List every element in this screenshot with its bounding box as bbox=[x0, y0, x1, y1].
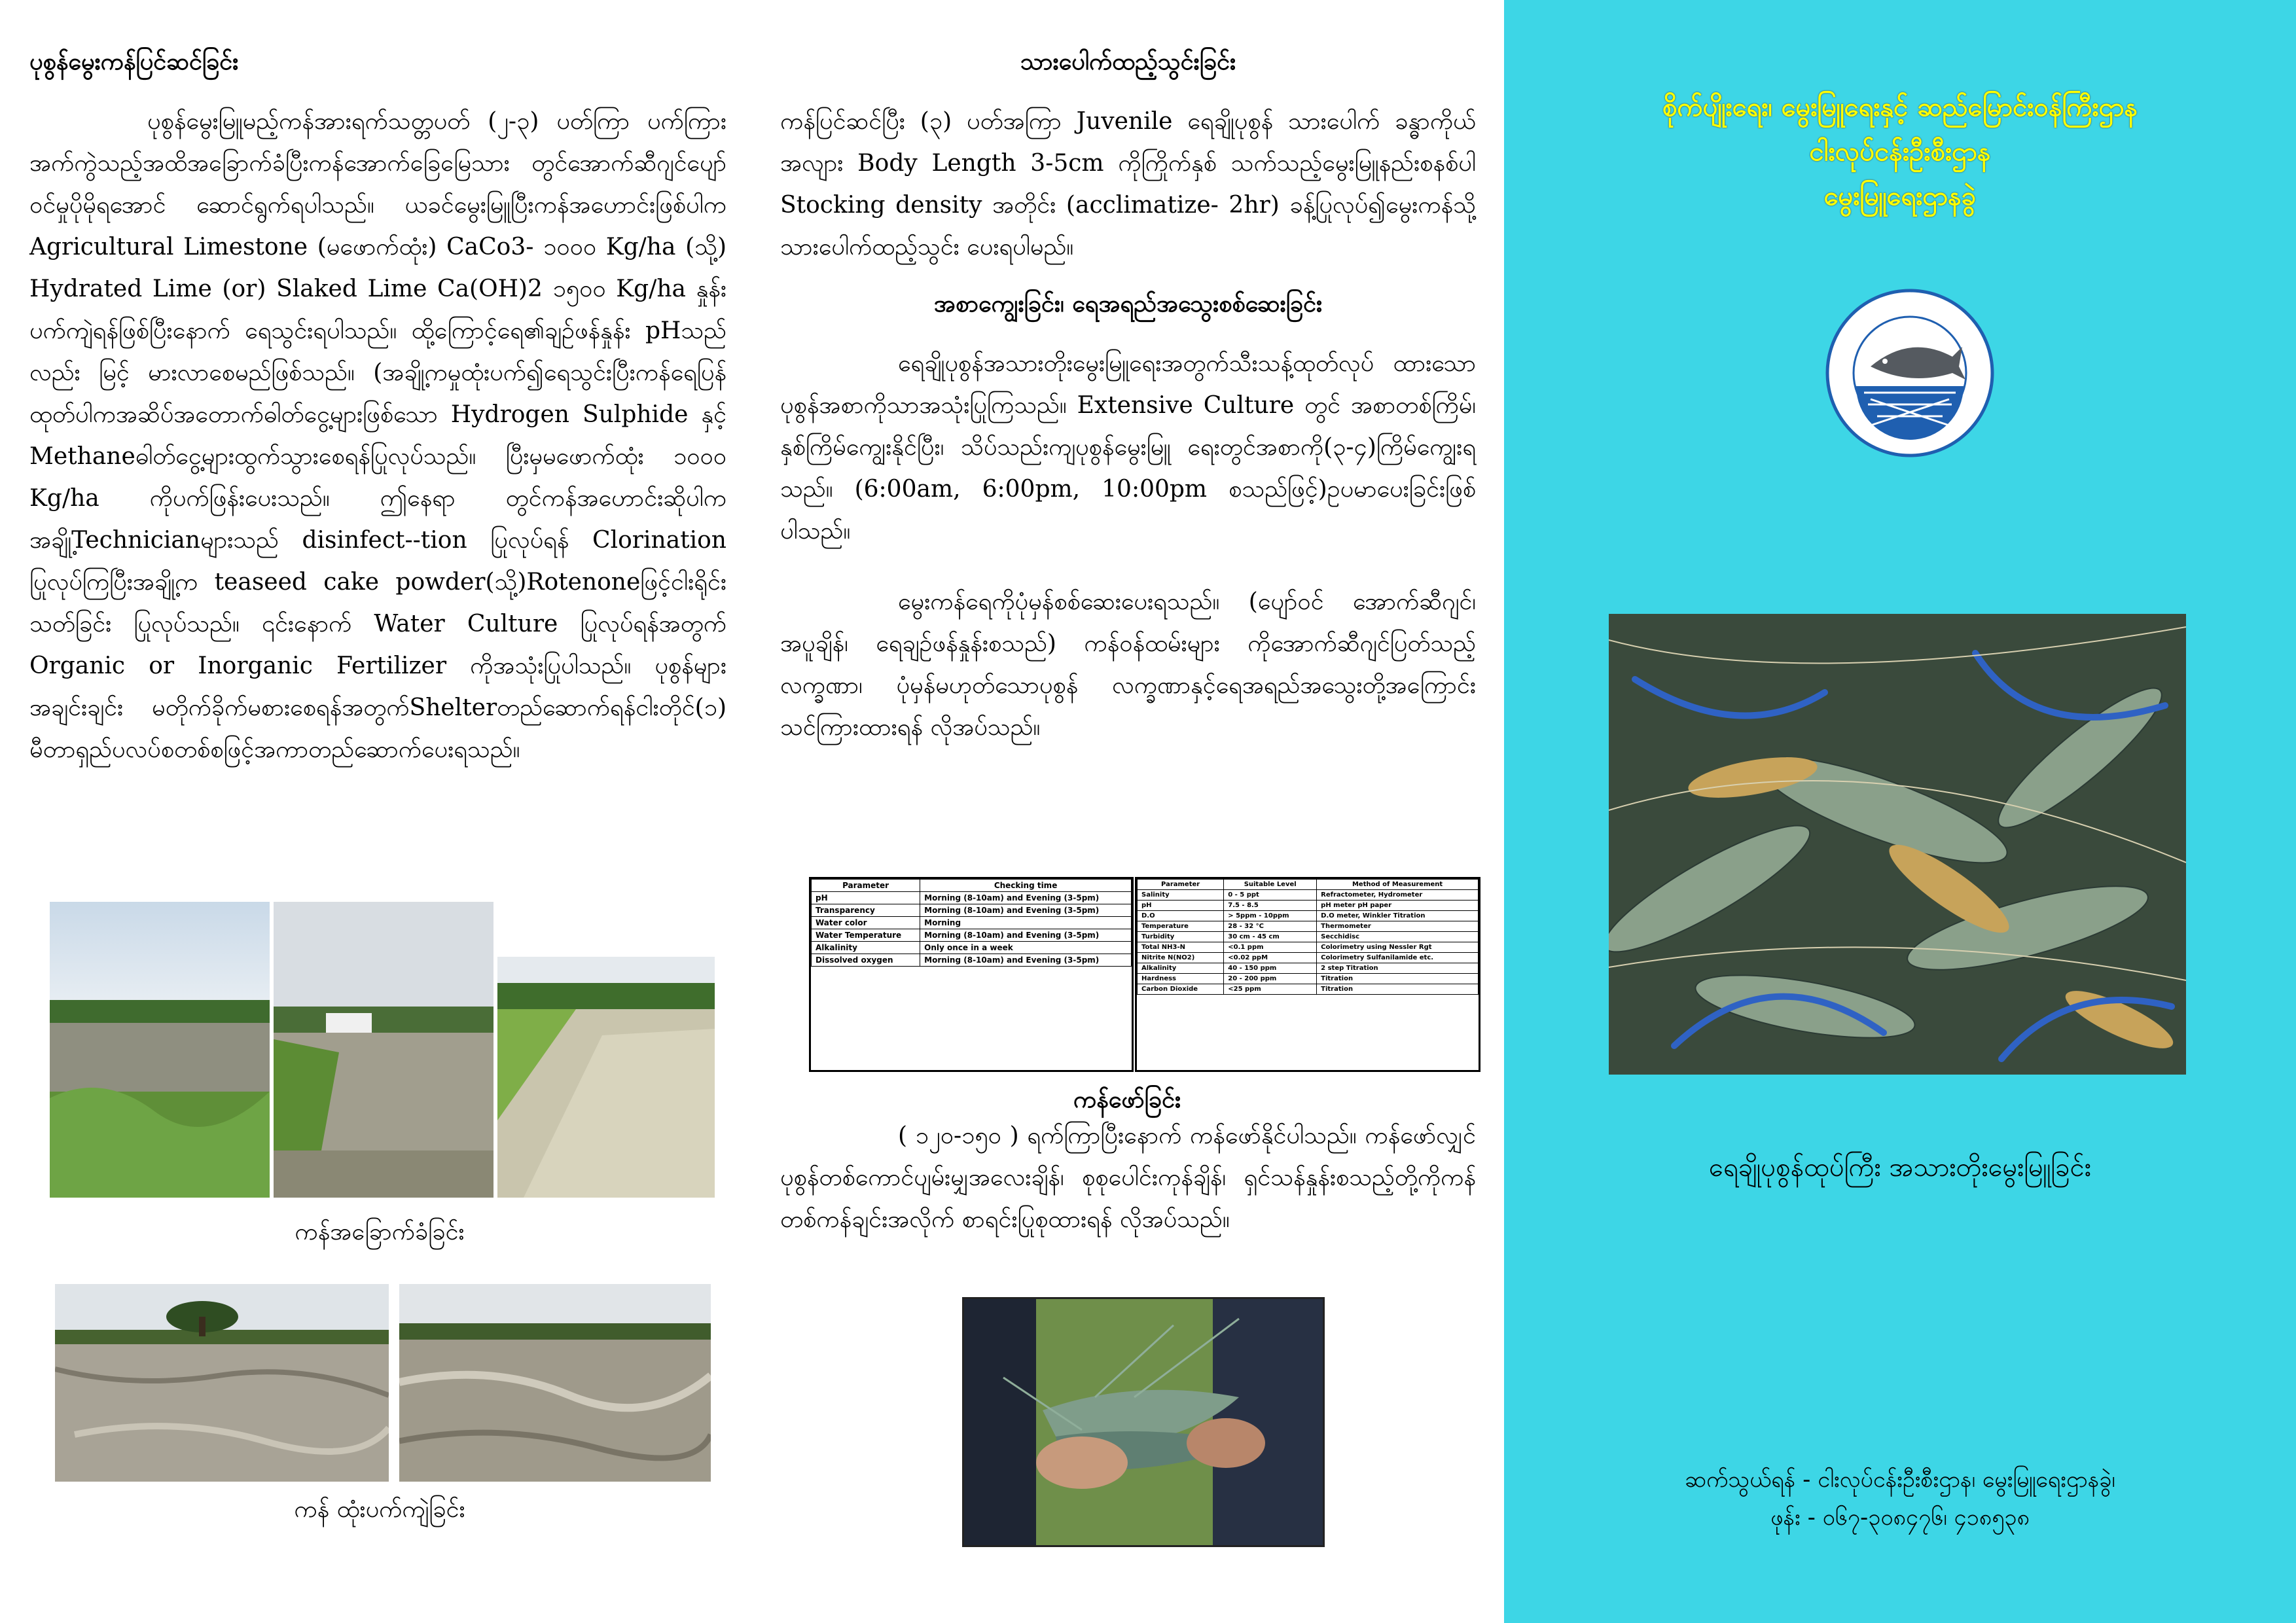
table-cell: 7.5 - 8.5 bbox=[1224, 901, 1317, 911]
table-row bbox=[812, 929, 1132, 942]
table-row bbox=[812, 892, 1132, 904]
pond-drying-photo-1 bbox=[50, 902, 270, 1198]
table-cell: Turbidity bbox=[1138, 932, 1224, 942]
table-cell: Titration bbox=[1317, 974, 1479, 984]
ministry-name: စိုက်ပျိုးရေး၊ မွေးမြူရေးနှင့် ဆည်မြောင်းဝန်ကြီးဌာန bbox=[1662, 92, 2138, 122]
table-cell: Dissolved oxygen bbox=[812, 954, 920, 967]
table-cell: Morning (8-10am) and Evening (3-5pm) bbox=[920, 892, 1132, 904]
table-cell: Morning (8-10am) and Evening (3-5pm) bbox=[920, 929, 1132, 942]
table-cell: Water color bbox=[812, 917, 920, 929]
table-cell: Morning (8-10am) and Evening (3-5pm) bbox=[920, 954, 1132, 967]
division-name: မွေးမြူရေးဌာနခွဲ bbox=[1823, 181, 1977, 211]
table-cell: pH bbox=[1138, 901, 1224, 911]
table-cell: > 5ppm - 10ppm bbox=[1224, 911, 1317, 921]
table-cell: 28 - 32 °C bbox=[1224, 921, 1317, 932]
lime-application-photo-1 bbox=[55, 1284, 389, 1482]
table-cell: 20 - 200 ppm bbox=[1224, 974, 1317, 984]
feeding-water-quality-heading: အစာကျွေးခြင်း၊ ရေအရည်အသွေးစစ်ဆေးခြင်း bbox=[933, 291, 1323, 317]
feeding-text: ရေချိုပုစွန်အသားတိုးမွေးမြူရေးအတွက်သီးသန့်ထုတ်လုပ် ထားသောပုစွန်အစာကိုသာအသုံးပြုကြသည်။ Extensive Culture တွင် အစာတစ်ကြိမ်၊ နှစ်ကြိမ်ကျွေးနိုင်ပြီး၊ သိပ်သည်းကျပုစွန်မွေးမြူ ရေးတွင်အစာကို(၃-၄)ကြိမ်ကျွေးရသည်။ (6:00am, 6:00pm, 10:00pm စသည်ဖြင့်)ဥပမာပေးခြင်းဖြစ်ပါသည်။ bbox=[780, 350, 1476, 544]
table-cell: pH meter pH paper bbox=[1317, 901, 1479, 911]
harvest-text: ( ၁၂၀-၁၅၀ ) ရက်ကြာပြီးနောက် ကန်ဖော်နိုင်ပါသည်။ ကန်ဖော်လျှင် ပုစွန်တစ်ကောင်ပျမ်းမျှအလေးချိန်၊ စုစုပေါင်းကုန်ချိန်၊ ရှင်သန်နှုန်းစသည့်တို့ကိုကန်တစ်ကန်ချင်းအလိုက် စာရင်းပြုစုထားရန် လိုအပ်သည်။ bbox=[780, 1122, 1476, 1233]
table-cell: pH bbox=[812, 892, 920, 904]
table-cell: D.O bbox=[1138, 911, 1224, 921]
fisheries-department-logo bbox=[1825, 288, 1995, 458]
table-row bbox=[1138, 953, 1479, 963]
table-row bbox=[1138, 932, 1479, 942]
table-row bbox=[812, 954, 1132, 967]
water-quality-table bbox=[1135, 877, 1480, 1072]
brochure-title: ရေချိုပုစွန်ထုပ်ကြီး အသားတိုးမွေးမြူခြင်း bbox=[1709, 1152, 2091, 1183]
department-name: ငါးလုပ်ငန်းဦးစီးဌာန bbox=[1809, 137, 1991, 167]
table-cell: Thermometer bbox=[1317, 921, 1479, 932]
pond-preparation-heading: ပုစွန်မွေးကန်ပြင်ဆင်ခြင်း bbox=[29, 48, 239, 75]
prawn-cover-photo bbox=[1609, 614, 2186, 1075]
table-cell: Water Temperature bbox=[812, 929, 920, 942]
prawn-in-hands-photo bbox=[962, 1297, 1325, 1547]
table-cell: Morning (8-10am) and Evening (3-5pm) bbox=[920, 904, 1132, 917]
table-row bbox=[1138, 921, 1479, 932]
table-cell: Morning bbox=[920, 917, 1132, 929]
lime-application-photo-2 bbox=[399, 1284, 711, 1482]
table-cell: Colorimetry Sulfanilamide etc. bbox=[1317, 953, 1479, 963]
pond-drying-photo-3 bbox=[497, 957, 715, 1198]
table-cell: Hardness bbox=[1138, 974, 1224, 984]
pond-preparation-text: ပုစွန်မွေးမြူမည့်ကန်အားရက်သတ္တပတ် (၂-၃) ပတ်ကြာ ပက်ကြားအက်ကွဲသည့်အထိအခြောက်ခံပြီးကန်အောက်ခြေမြေသား တွင်အောက်ဆီဂျင်ပျော်ဝင်မှုပိုမိုရအောင် ဆောင်ရွက်ရပါသည်။ ယခင်မွေးမြူပြီးကန်အဟောင်းဖြစ်ပါက Agricultural Limestone (မဖောက်ထုံး) CaCo3- ၁၀၀၀ Kg/ha (သို့) Hydrated Lime (or) Slaked Lime Ca(OH)2 ၁၅၀၀ Kg/ha နှုန်းပက်ကျဲရန်ဖြစ်ပြီးနောက် ရေသွင်းရပါသည်။ ထို့ကြောင့်ရေ၏ချဉ်ဖန်နှုန်း pHသည်လည်း မြင့် မားလာစေမည်ဖြစ်သည်။ (အချို့ကမှုထုံးပက်၍ရေသွင်းပြီးကန်ရေပြန် ထုတ်ပါကအဆိပ်အတောက်ဓါတ်ငွေ့များဖြစ်သော Hydrogen Sulphide နှင့် Methaneဓါတ်ငွေ့များထွက်သွားစေရန်ပြုလုပ်သည်။ ပြီးမှမဖောက်ထုံး ၁၀၀၀ Kg/ha ကိုပက်ဖြန်းပေးသည်။ ဤနေရာ တွင်ကန်အဟောင်းဆိုပါကအချို့Technicianများသည် disinfect--tion ပြုလုပ်ရန် Clorination ပြုလုပ်ကြပြီးအချို့က teaseed cake powder(သို့)Rotenoneဖြင့်ငါးရိုင်းသတ်ခြင်း ပြုလုပ်သည်။ ၎င်းနောက် Water Culture ပြုလုပ်ရန်အတွက် Organic or Inorganic Fertilizer ကိုအသုံးပြုပါသည်။ ပုစွန်များအချင်းချင်း မတိုက်ခိုက်မစားစေရန်အတွက်Shelterတည်ဆောက်ရန်ငါးတိုင်(၁) မီတာရှည်ပလပ်စတစ်စဖြင့်အကာတည်ဆောက်ပေးရသည်။ bbox=[29, 108, 726, 763]
table-header-cell: Suitable Level bbox=[1224, 880, 1317, 890]
table-cell: Alkalinity bbox=[1138, 963, 1224, 974]
table-cell: 30 cm - 45 cm bbox=[1224, 932, 1317, 942]
stocking-text: ကန်ပြင်ဆင်ပြီး (၃) ပတ်အကြာ Juvenile ရေချိုပုစွန် သားပေါက် ခန္ဓာကိုယ်အလျား Body Length 3-5cm ကိုကြိုက်နှစ် သက်သည့်မွေးမြူနည်းစနစ်ပါ Stocking density အတိုင်း (acclimatize- 2hr) ခန့်ပြုလုပ်၍မွေးကန်သို့ သားပေါက်ထည့်သွင်း ပေးရပါမည်။ bbox=[780, 108, 1476, 260]
table-row bbox=[1138, 911, 1479, 921]
table-row bbox=[1138, 890, 1479, 901]
table-cell: Titration bbox=[1317, 984, 1479, 995]
table-cell: Carbon Dioxide bbox=[1138, 984, 1224, 995]
table-cell: <0.1 ppm bbox=[1224, 942, 1317, 953]
table-cell: Secchidisc bbox=[1317, 932, 1479, 942]
table-row bbox=[1138, 901, 1479, 911]
table-row bbox=[1138, 974, 1479, 984]
table-row bbox=[1138, 963, 1479, 974]
table-cell: Transparency bbox=[812, 904, 920, 917]
table-row bbox=[812, 917, 1132, 929]
contact-line-2: ဖုန်း - ၀၆၇-၃၀၈၄၇၆၊ ၄၁၈၅၃၈ bbox=[1770, 1505, 2030, 1531]
table-header-cell: Parameter bbox=[812, 880, 920, 892]
table-header-cell: Checking time bbox=[920, 880, 1132, 892]
table-cell: 0 - 5 ppt bbox=[1224, 890, 1317, 901]
table-cell: Nitrite N(NO2) bbox=[1138, 953, 1224, 963]
table-row bbox=[1138, 942, 1479, 953]
table-header-cell: Method of Measurement bbox=[1317, 880, 1479, 890]
table-row bbox=[812, 904, 1132, 917]
pond-drying-caption: ကန်အခြောက်ခံခြင်း bbox=[295, 1219, 465, 1245]
table-cell: 2 step Titration bbox=[1317, 963, 1479, 974]
contact-line-1: ဆက်သွယ်ရန် - ငါးလုပ်ငန်းဦးစီးဌာန၊ မွေးမြူရေးဌာနခွဲ၊ bbox=[1685, 1467, 2115, 1493]
harvest-heading: ကန်ဖော်ခြင်း bbox=[1073, 1086, 1181, 1113]
table-cell: D.O meter, Winkler Titration bbox=[1317, 911, 1479, 921]
lime-application-caption: ကန် ထုံးပက်ကျဲခြင်း bbox=[294, 1496, 465, 1523]
stocking-heading: သားပေါက်ထည့်သွင်းခြင်း bbox=[1020, 48, 1236, 75]
table-cell: 40 - 150 ppm bbox=[1224, 963, 1317, 974]
table-cell: Alkalinity bbox=[812, 942, 920, 954]
checking-time-table bbox=[809, 877, 1134, 1072]
table-cell: Colorimetry using Nessler Rgt bbox=[1317, 942, 1479, 953]
table-cell: Temperature bbox=[1138, 921, 1224, 932]
table-cell: Total NH3-N bbox=[1138, 942, 1224, 953]
table-row bbox=[1138, 984, 1479, 995]
pond-drying-photo-2 bbox=[274, 902, 493, 1198]
water-monitoring-text: မွေးကန်ရေကိုပုံမှန်စစ်ဆေးပေးရသည်။ (ပျော်ဝင် အောက်ဆီဂျင်၊ အပူချိန်၊ ရေချဉ်ဖန်နှုန်းစသည်) ကန်ဝန်ထမ်းများ ကိုအောက်ဆီဂျင်ပြတ်သည့်လက္ခဏာ၊ ပုံမှန်မဟုတ်သောပုစွန် လက္ခဏာနှင့်ရေအရည်အသွေးတို့အကြောင်းသင်ကြားထားရန် လိုအပ်သည်။ bbox=[780, 588, 1476, 741]
table-header-cell: Parameter bbox=[1138, 880, 1224, 890]
table-cell: Salinity bbox=[1138, 890, 1224, 901]
table-cell: Refractometer, Hydrometer bbox=[1317, 890, 1479, 901]
table-cell: <0.02 ppM bbox=[1224, 953, 1317, 963]
table-row bbox=[812, 942, 1132, 954]
cover-panel bbox=[1504, 0, 2296, 1623]
table-cell: <25 ppm bbox=[1224, 984, 1317, 995]
table-cell: Only once in a week bbox=[920, 942, 1132, 954]
